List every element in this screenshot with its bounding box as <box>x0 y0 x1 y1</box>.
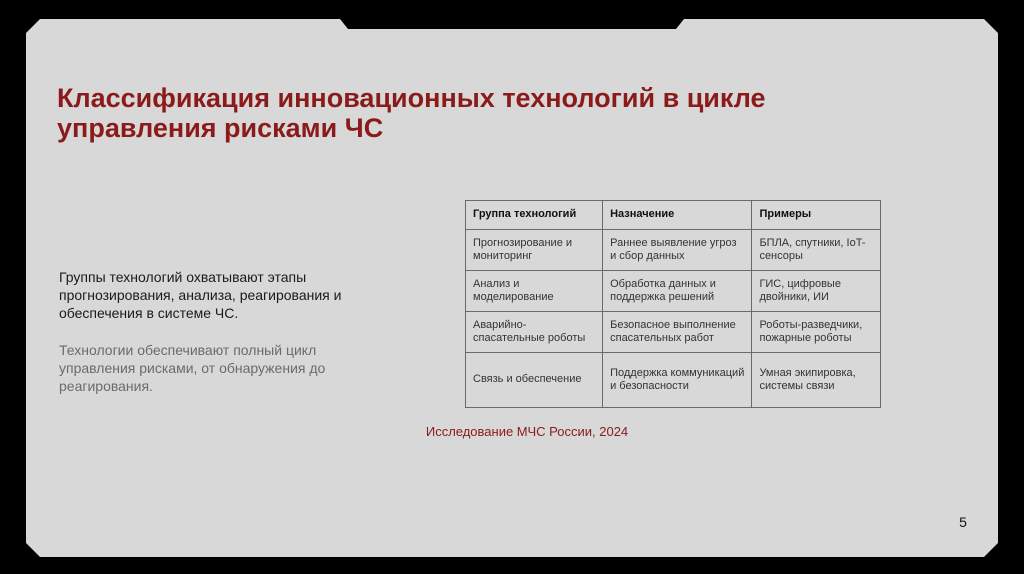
table-cell: БПЛА, спутники, IoT-сенсоры <box>752 230 881 271</box>
table-cell: Обработка данных и поддержка решений <box>603 271 752 312</box>
table-cell: Раннее выявление угроз и сбор данных <box>603 230 752 271</box>
table-row <box>466 230 881 271</box>
left-text-column <box>59 268 379 395</box>
table-cell: Роботы-разведчики, пожарные роботы <box>752 312 881 353</box>
table-row <box>466 312 881 353</box>
table-header-cell: Назначение <box>603 201 752 230</box>
source-note: Исследование МЧС России, 2024 <box>425 424 629 439</box>
table-cell: Умная экипировка, системы связи <box>752 353 881 408</box>
table-header-cell: Группа технологий <box>466 201 603 230</box>
table-row <box>466 353 881 408</box>
lead-paragraph: Группы технологий охватывают этапы прогнозирования, анализа, реагирования и обеспечения в системе ЧС. <box>59 269 342 321</box>
table-cell: Связь и обеспечение <box>466 353 603 408</box>
table-header-cell: Примеры <box>752 201 881 230</box>
table-cell: ГИС, цифровые двойники, ИИ <box>752 271 881 312</box>
slide-title: Классификация инновационных технологий в цикле управления рисками ЧС <box>57 83 766 143</box>
table-cell: Безопасное выполнение спасательных работ <box>603 312 752 353</box>
secondary-paragraph: Технологии обеспечивают полный цикл управления рисками, от обнаружения до реагирования. <box>59 342 326 394</box>
table-row <box>466 271 881 312</box>
technology-table <box>465 200 881 408</box>
table-cell: Анализ и моделирование <box>466 271 603 312</box>
table-header-row <box>466 201 881 230</box>
table-cell: Прогнозирование и мониторинг <box>466 230 603 271</box>
page-number: 5 <box>959 514 967 530</box>
table-cell: Аварийно-спасательные роботы <box>466 312 603 353</box>
table-cell: Поддержка коммуникаций и безопасности <box>603 353 752 408</box>
